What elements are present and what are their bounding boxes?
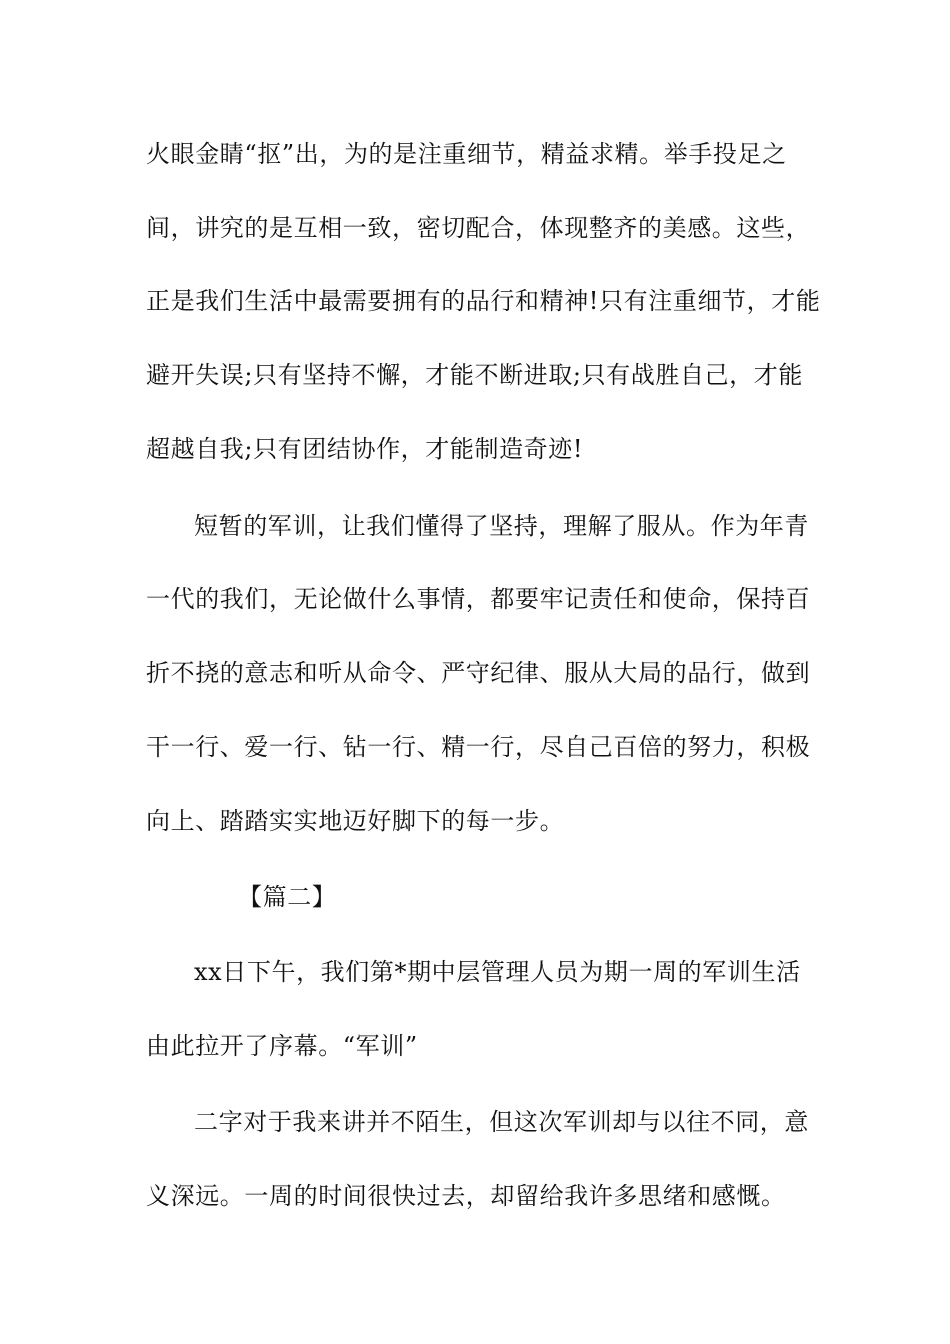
paragraph-line: 超越自我;只有团结协作，才能制造奇迹! bbox=[146, 435, 584, 463]
paragraph-line: 义深远。一周的时间很快过去，却留给我许多思绪和感慨。 bbox=[146, 1182, 786, 1210]
paragraph-line: 避开失误;只有坚持不懈，才能不断进取;只有战胜自己，才能 bbox=[146, 361, 803, 389]
paragraph-line: 干一行、爱一行、钻一行、精一行，尽自己百倍的努力，积极 bbox=[146, 733, 811, 761]
paragraph-line: 折不挠的意志和听从命令、严守纪律、服从大局的品行，做到 bbox=[146, 659, 811, 687]
paragraph-line: 一代的我们，无论做什么事情，都要牢记责任和使命，保持百 bbox=[146, 585, 811, 613]
paragraph-line: 由此拉开了序幕。“军训” bbox=[146, 1032, 418, 1060]
paragraph-line: 间，讲究的是互相一致，密切配合，体现整齐的美感。这些， bbox=[146, 214, 811, 242]
paragraph-line: 短暂的军训，让我们懂得了坚持，理解了服从。作为年青 bbox=[194, 512, 809, 540]
paragraph-line: xx日下午，我们第*期中层管理人员为期一周的军训生活 bbox=[194, 958, 801, 986]
paragraph-line: 火眼金睛“抠”出，为的是注重细节，精益求精。举手投足之 bbox=[146, 140, 787, 168]
paragraph-line: 二字对于我来讲并不陌生，但这次军训却与以往不同，意 bbox=[194, 1108, 809, 1136]
paragraph-line: 正是我们生活中最需要拥有的品行和精神!只有注重细节，才能 bbox=[146, 287, 821, 315]
section-heading: 【篇二】 bbox=[238, 883, 337, 911]
paragraph-line: 向上、踏踏实实地迈好脚下的每一步。 bbox=[146, 807, 565, 835]
